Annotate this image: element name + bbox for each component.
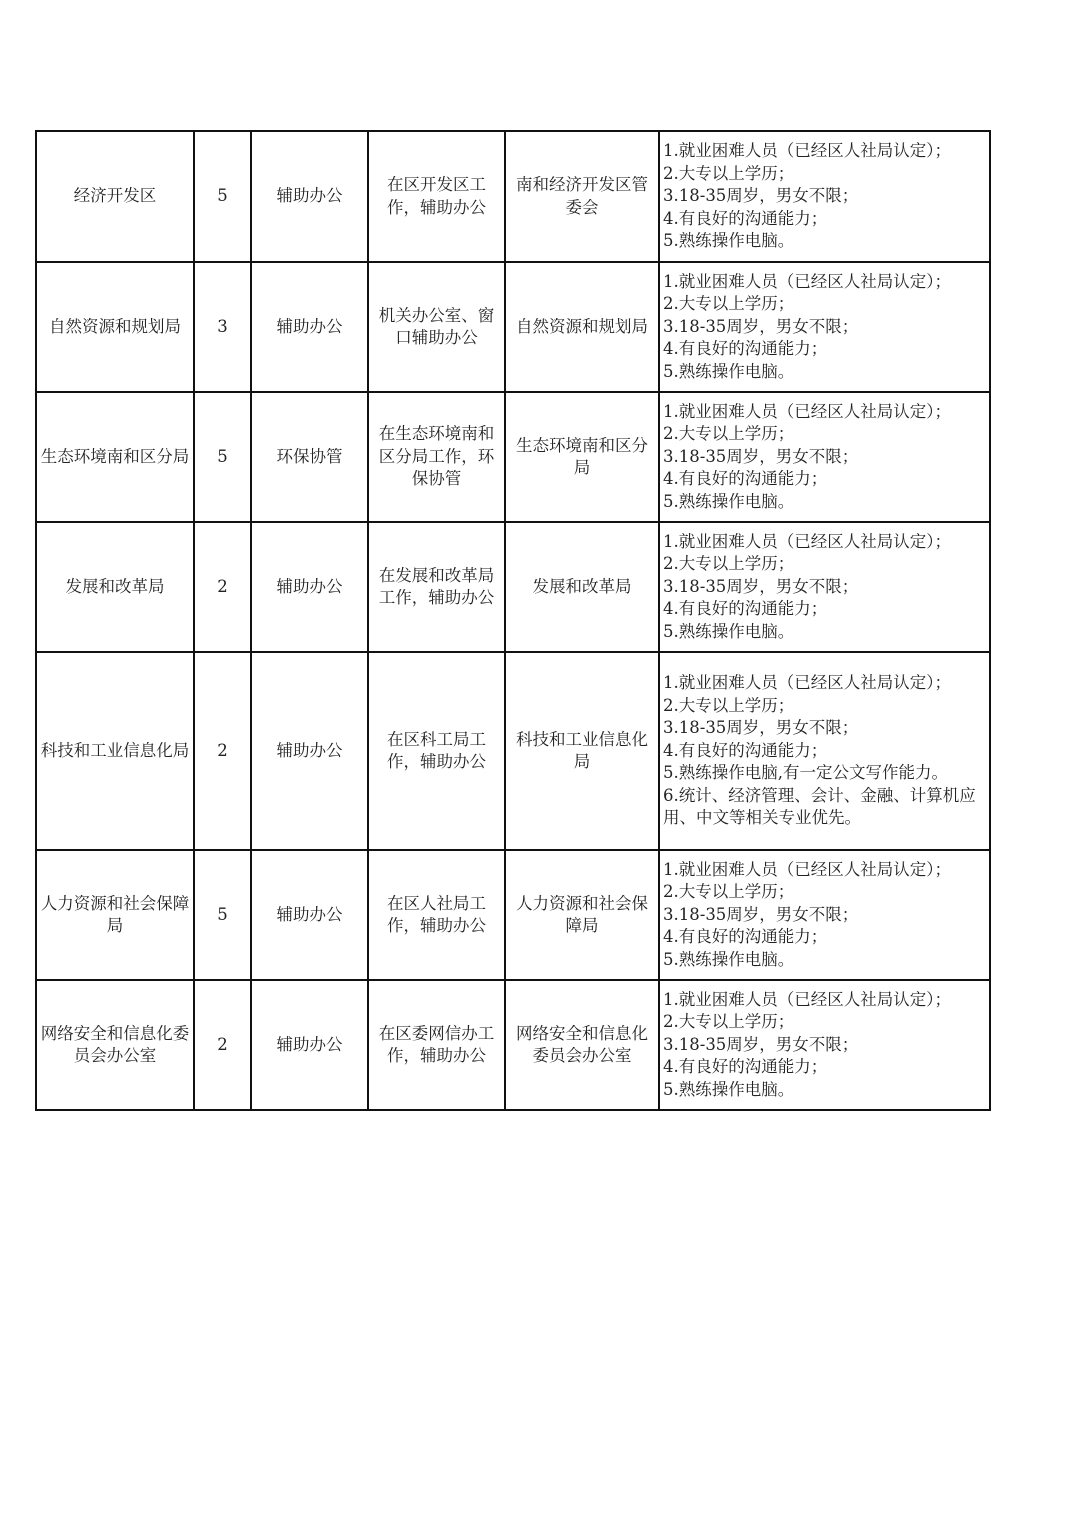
requirement-item: 3.18-35周岁，男女不限； bbox=[663, 1034, 859, 1054]
count-cell: 2 bbox=[194, 522, 251, 652]
requirement-item: 4.有良好的沟通能力； bbox=[663, 339, 828, 359]
requirement-item: 3.18-35周岁，男女不限； bbox=[663, 446, 859, 466]
requirements-cell bbox=[659, 131, 990, 262]
department-cell: 经济开发区 bbox=[36, 131, 194, 262]
requirement-item: 5.熟练操作电脑。 bbox=[663, 1079, 795, 1099]
requirements-cell bbox=[659, 652, 990, 850]
requirement-item: 5.熟练操作电脑。 bbox=[663, 621, 795, 641]
position-cell: 环保协管 bbox=[251, 392, 368, 522]
position-cell: 辅助办公 bbox=[251, 262, 368, 392]
requirement-item: 2.大专以上学历； bbox=[663, 424, 795, 444]
workplace-cell: 网络安全和信息化委员会办公室 bbox=[505, 980, 659, 1110]
duties-cell: 在区科工局工作，辅助办公 bbox=[368, 652, 505, 850]
requirement-item: 3.18-35周岁，男女不限； bbox=[663, 576, 859, 596]
position-cell: 辅助办公 bbox=[251, 522, 368, 652]
table-row bbox=[36, 850, 990, 980]
department-cell: 人力资源和社会保障局 bbox=[36, 850, 194, 980]
department-cell: 生态环境南和区分局 bbox=[36, 392, 194, 522]
duties-cell: 在区开发区工作，辅助办公 bbox=[368, 131, 505, 262]
duties-cell: 在区人社局工作，辅助办公 bbox=[368, 850, 505, 980]
workplace-cell: 南和经济开发区管委会 bbox=[505, 131, 659, 262]
workplace-cell: 发展和改革局 bbox=[505, 522, 659, 652]
requirement-item: 4.有良好的沟通能力； bbox=[663, 1057, 828, 1077]
duties-cell: 在发展和改革局工作，辅助办公 bbox=[368, 522, 505, 652]
position-cell: 辅助办公 bbox=[251, 131, 368, 262]
requirement-item: 3.18-35周岁，男女不限； bbox=[663, 904, 859, 924]
requirement-item: 4.有良好的沟通能力； bbox=[663, 740, 828, 760]
requirements-cell bbox=[659, 850, 990, 980]
requirement-item: 4.有良好的沟通能力； bbox=[663, 469, 828, 489]
requirement-item: 5.熟练操作电脑。 bbox=[663, 361, 795, 381]
count-cell: 5 bbox=[194, 131, 251, 262]
requirement-item: 5.熟练操作电脑。 bbox=[663, 949, 795, 969]
department-cell: 发展和改革局 bbox=[36, 522, 194, 652]
table-row bbox=[36, 522, 990, 652]
duties-cell: 在区委网信办工作，辅助办公 bbox=[368, 980, 505, 1110]
count-cell: 5 bbox=[194, 850, 251, 980]
requirements-cell bbox=[659, 392, 990, 522]
count-cell: 2 bbox=[194, 652, 251, 850]
requirement-item: 2.大专以上学历； bbox=[663, 294, 795, 314]
requirements-cell bbox=[659, 980, 990, 1110]
requirement-item: 1.就业困难人员（已经区人社局认定）； bbox=[663, 531, 951, 551]
requirement-item: 2.大专以上学历； bbox=[663, 1012, 795, 1032]
positions-table bbox=[35, 130, 991, 1111]
requirement-item: 2.大专以上学历； bbox=[663, 882, 795, 902]
requirement-item: 3.18-35周岁，男女不限； bbox=[663, 316, 859, 336]
department-cell: 科技和工业信息化局 bbox=[36, 652, 194, 850]
department-cell: 自然资源和规划局 bbox=[36, 262, 194, 392]
position-cell: 辅助办公 bbox=[251, 980, 368, 1110]
requirement-item: 5.熟练操作电脑。 bbox=[663, 491, 795, 511]
requirement-item: 2.大专以上学历； bbox=[663, 695, 795, 715]
requirements-cell bbox=[659, 522, 990, 652]
requirement-item: 1.就业困难人员（已经区人社局认定）； bbox=[663, 859, 951, 879]
position-cell: 辅助办公 bbox=[251, 652, 368, 850]
requirement-item: 1.就业困难人员（已经区人社局认定）； bbox=[663, 989, 951, 1009]
requirement-item: 1.就业困难人员（已经区人社局认定）； bbox=[663, 673, 951, 693]
count-cell: 3 bbox=[194, 262, 251, 392]
workplace-cell: 生态环境南和区分局 bbox=[505, 392, 659, 522]
table-body bbox=[36, 131, 990, 1110]
requirement-item: 1.就业困难人员（已经区人社局认定）； bbox=[663, 271, 951, 291]
requirement-item: 3.18-35周岁，男女不限； bbox=[663, 186, 859, 206]
department-cell: 网络安全和信息化委员会办公室 bbox=[36, 980, 194, 1110]
requirement-item: 1.就业困难人员（已经区人社局认定）； bbox=[663, 401, 951, 421]
requirements-cell bbox=[659, 262, 990, 392]
table-row bbox=[36, 980, 990, 1110]
duties-cell: 机关办公室、窗口辅助办公 bbox=[368, 262, 505, 392]
table-row bbox=[36, 131, 990, 262]
requirement-item: 5.熟练操作电脑。 bbox=[663, 231, 795, 251]
position-cell: 辅助办公 bbox=[251, 850, 368, 980]
requirement-item: 4.有良好的沟通能力； bbox=[663, 599, 828, 619]
table-row bbox=[36, 392, 990, 522]
workplace-cell: 人力资源和社会保障局 bbox=[505, 850, 659, 980]
requirement-item: 1.就业困难人员（已经区人社局认定）； bbox=[663, 141, 951, 161]
table-row bbox=[36, 262, 990, 392]
requirement-item: 2.大专以上学历； bbox=[663, 554, 795, 574]
requirement-item: 3.18-35周岁，男女不限； bbox=[663, 718, 859, 738]
requirement-item: 6.统计、经济管理、会计、金融、计算机应用、中文等相关专业优先。 bbox=[663, 785, 976, 828]
workplace-cell: 科技和工业信息化局 bbox=[505, 652, 659, 850]
requirement-item: 5.熟练操作电脑,有一定公文写作能力。 bbox=[663, 763, 948, 783]
count-cell: 2 bbox=[194, 980, 251, 1110]
table-row bbox=[36, 652, 990, 850]
requirement-item: 2.大专以上学历； bbox=[663, 163, 795, 183]
duties-cell: 在生态环境南和区分局工作，环保协管 bbox=[368, 392, 505, 522]
requirement-item: 4.有良好的沟通能力； bbox=[663, 208, 828, 228]
workplace-cell: 自然资源和规划局 bbox=[505, 262, 659, 392]
count-cell: 5 bbox=[194, 392, 251, 522]
requirement-item: 4.有良好的沟通能力； bbox=[663, 927, 828, 947]
